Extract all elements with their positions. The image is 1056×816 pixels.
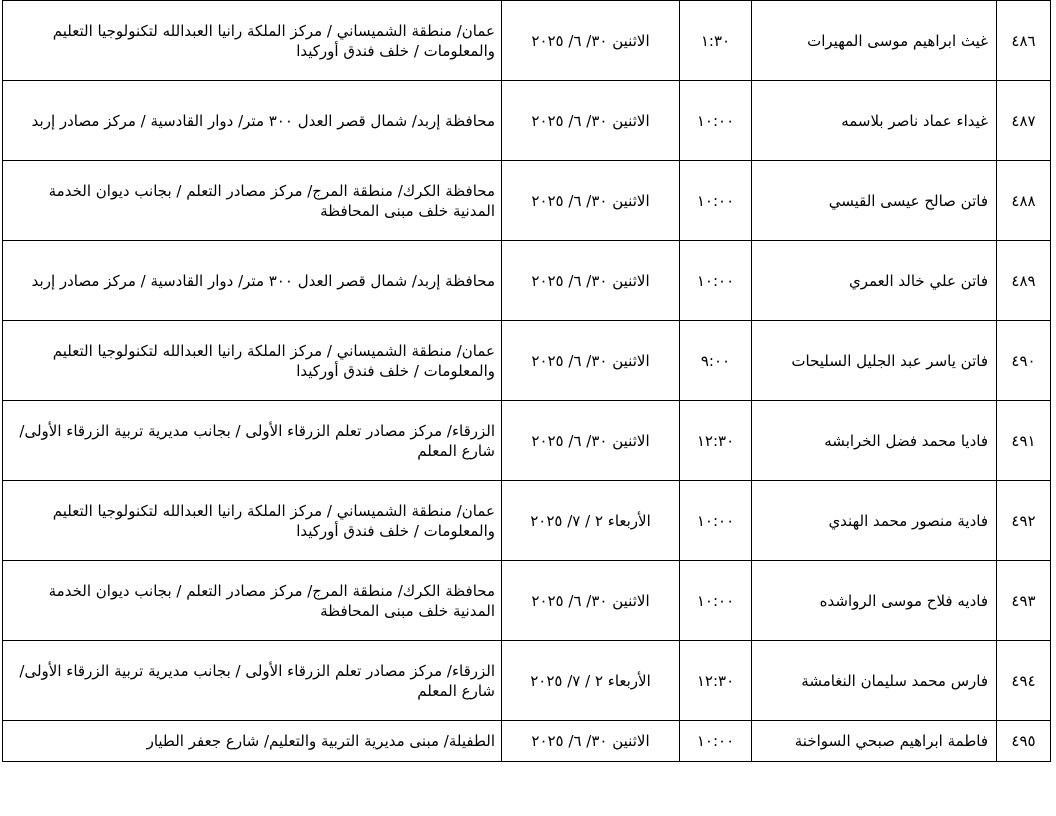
exam-time: ٩:٠٠: [680, 321, 752, 401]
exam-location: محافظة إربد/ شمال قصر العدل ٣٠٠ متر/ دوار القادسية / مركز مصادر إربد: [3, 81, 502, 161]
exam-date: الاثنين ٣٠/ ٦/ ٢٠٢٥: [502, 1, 680, 81]
candidate-name: فاتن علي خالد العمري: [752, 241, 997, 321]
exam-time: ١٢:٣٠: [680, 641, 752, 721]
row-number: ٤٩١: [997, 401, 1051, 481]
exam-date: الاثنين ٣٠/ ٦/ ٢٠٢٥: [502, 561, 680, 641]
exam-date: الأربعاء ٢ / ٧/ ٢٠٢٥: [502, 641, 680, 721]
exam-date: الاثنين ٣٠/ ٦/ ٢٠٢٥: [502, 321, 680, 401]
table-row: [3, 561, 1051, 641]
row-number: ٤٨٧: [997, 81, 1051, 161]
candidate-name: فادية منصور محمد الهندي: [752, 481, 997, 561]
candidate-name: فاتن ياسر عبد الجليل السليحات: [752, 321, 997, 401]
exam-date: الاثنين ٣٠/ ٦/ ٢٠٢٥: [502, 401, 680, 481]
table-row: [3, 161, 1051, 241]
table-row: [3, 241, 1051, 321]
exam-location: عمان/ منطقة الشميساني / مركز الملكة رانيا العبدالله لتكنولوجيا التعليم والمعلومات / خلف فندق أوركيدا: [3, 481, 502, 561]
exam-location: عمان/ منطقة الشميساني / مركز الملكة رانيا العبدالله لتكنولوجيا التعليم والمعلومات / خلف فندق أوركيدا: [3, 321, 502, 401]
table-row: [3, 481, 1051, 561]
row-number: ٤٩٣: [997, 561, 1051, 641]
candidate-name: فاديه فلاح موسى الرواشده: [752, 561, 997, 641]
exam-time: ١٠:٠٠: [680, 721, 752, 762]
row-number: ٤٩٠: [997, 321, 1051, 401]
exam-time: ١٠:٠٠: [680, 161, 752, 241]
table-row: [3, 1, 1051, 81]
exam-location: محافظة الكرك/ منطقة المرج/ مركز مصادر التعلم / بجانب ديوان الخدمة المدنية خلف مبنى المحافظة: [3, 161, 502, 241]
exam-location: الطفيلة/ مبنى مديرية التربية والتعليم/ شارع جعفر الطيار: [3, 721, 502, 762]
row-number: ٤٨٦: [997, 1, 1051, 81]
exam-date: الاثنين ٣٠/ ٦/ ٢٠٢٥: [502, 721, 680, 762]
table-row: [3, 321, 1051, 401]
exam-date: الاثنين ٣٠/ ٦/ ٢٠٢٥: [502, 161, 680, 241]
candidate-name: فاطمة ابراهيم صبحي السواخنة: [752, 721, 997, 762]
exam-date: الأربعاء ٢ / ٧/ ٢٠٢٥: [502, 481, 680, 561]
exam-date: الاثنين ٣٠/ ٦/ ٢٠٢٥: [502, 241, 680, 321]
table-row: [3, 401, 1051, 481]
exam-time: ١٢:٣٠: [680, 401, 752, 481]
table-row: [3, 641, 1051, 721]
candidate-name: فاديا محمد فضل الخرابشه: [752, 401, 997, 481]
schedule-table: [2, 0, 1051, 762]
exam-time: ١:٣٠: [680, 1, 752, 81]
row-number: ٤٩٢: [997, 481, 1051, 561]
exam-date: الاثنين ٣٠/ ٦/ ٢٠٢٥: [502, 81, 680, 161]
exam-location: محافظة إربد/ شمال قصر العدل ٣٠٠ متر/ دوار القادسية / مركز مصادر إربد: [3, 241, 502, 321]
candidate-name: فارس محمد سليمان النغامشة: [752, 641, 997, 721]
exam-time: ١٠:٠٠: [680, 561, 752, 641]
candidate-name: غيداء عماد ناصر بلاسمه: [752, 81, 997, 161]
row-number: ٤٨٩: [997, 241, 1051, 321]
candidate-name: غيث ابراهيم موسى المهيرات: [752, 1, 997, 81]
candidate-name: فاتن صالح عيسى القيسي: [752, 161, 997, 241]
row-number: ٤٨٨: [997, 161, 1051, 241]
exam-time: ١٠:٠٠: [680, 81, 752, 161]
exam-time: ١٠:٠٠: [680, 241, 752, 321]
table-row: [3, 81, 1051, 161]
row-number: ٤٩٤: [997, 641, 1051, 721]
row-number: ٤٩٥: [997, 721, 1051, 762]
table-row: [3, 721, 1051, 762]
exam-location: عمان/ منطقة الشميساني / مركز الملكة رانيا العبدالله لتكنولوجيا التعليم والمعلومات / خلف فندق أوركيدا: [3, 1, 502, 81]
exam-location: محافظة الكرك/ منطقة المرج/ مركز مصادر التعلم / بجانب ديوان الخدمة المدنية خلف مبنى المحافظة: [3, 561, 502, 641]
exam-location: الزرقاء/ مركز مصادر تعلم الزرقاء الأولى / بجانب مديرية تربية الزرقاء الأولى/ شارع المعلم: [3, 641, 502, 721]
exam-time: ١٠:٠٠: [680, 481, 752, 561]
exam-location: الزرقاء/ مركز مصادر تعلم الزرقاء الأولى / بجانب مديرية تربية الزرقاء الأولى/ شارع المعلم: [3, 401, 502, 481]
